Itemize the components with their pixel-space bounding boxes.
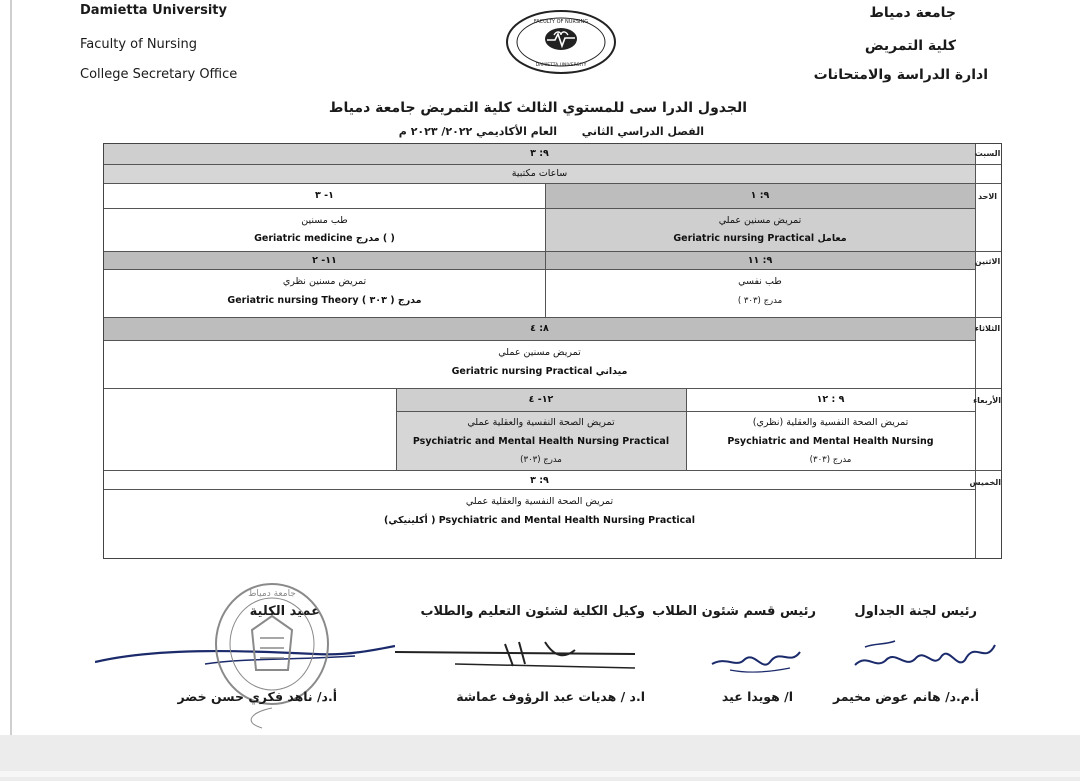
office-name-en: College Secretary Office — [80, 67, 238, 82]
scan-bottom-band — [0, 735, 1080, 781]
day-sunday: الاحد — [977, 192, 998, 201]
university-name-en: Damietta University — [80, 3, 227, 18]
day-tuesday: الثلاثاء — [974, 324, 1001, 333]
day-monday: الاثنين — [974, 257, 1001, 266]
sig4-name: أ.د/ ناهد فكري حسن خضر — [177, 689, 337, 704]
sunday-left-course-cell — [104, 209, 545, 251]
monday-right-course-cell — [545, 270, 975, 316]
monday-left-course-cell — [104, 270, 545, 316]
tuesday-course-cell — [104, 341, 975, 387]
sig2-name: ا/ هويدا عيد — [721, 689, 793, 704]
sunday-right-course-cell — [545, 209, 975, 251]
sunday-left-place: مدرج ( ) — [355, 233, 395, 244]
signature-1 — [845, 635, 1005, 675]
wednesday-right-place: مدرج (٣٠٣) — [809, 455, 852, 465]
sunday-left-course-en: Geriatric medicine — [254, 233, 353, 244]
sig3-name: ا.د / هديات عبد الرؤوف عماشة — [456, 689, 645, 704]
sig3-title: وكيل الكلية لشئون التعليم والطلاب — [420, 604, 645, 619]
tuesday-course-ar: تمريض مسنين عملي — [498, 347, 581, 358]
office-name-ar: ادارة الدراسة والامتحانات — [813, 67, 988, 83]
sunday-right-course-line — [545, 233, 975, 244]
tuesday-course-en: Geriatric nursing Practical — [451, 366, 593, 377]
sunday-right-course-ar: تمريض مسنين عملي — [718, 215, 802, 226]
monday-left-course-line — [104, 295, 545, 306]
faculty-name-en: Faculty of Nursing — [80, 37, 198, 52]
thursday-course-line — [104, 515, 975, 526]
thursday-course-cell — [104, 490, 975, 558]
official-stamp — [212, 580, 332, 732]
day-column — [969, 144, 1002, 558]
signature-3 — [395, 640, 645, 670]
wednesday-left-place: مدرج (٣٠٣) — [520, 455, 562, 465]
saturday-time-cell — [104, 144, 975, 164]
tuesday-time: ٨: ٤ — [530, 323, 549, 334]
day-thursday: الخميس — [969, 478, 1001, 487]
monday-left-course-en: Geriatric nursing Theory — [227, 295, 359, 306]
stamp-text: جامعة دمياط — [248, 589, 296, 599]
thursday-course-ar: تمريض الصحة النفسية والعقلية عملي — [465, 496, 614, 507]
monday-left-course-ar: تمريض مسنين نظري — [282, 276, 367, 287]
sunday-left-time: ١- ٣ — [315, 190, 334, 201]
monday-left-place: مدرج ( ٣٠٣ ) — [361, 295, 422, 306]
sunday-left-course-ar: طب مسنين — [301, 215, 348, 226]
sunday-right-time-cell — [545, 184, 975, 208]
thursday-place: (أكلينيكي ) — [384, 515, 436, 526]
signature-2 — [700, 638, 810, 678]
monday-right-course-ar: طب نفسي — [738, 276, 782, 287]
day-wednesday: الأربعاء — [973, 396, 1001, 405]
tuesday-course-line — [104, 366, 975, 377]
logo-text-bottom: DAMIETTA UNIVERSITY — [535, 63, 587, 68]
monday-right-time: ٩: ١١ — [747, 255, 773, 266]
thursday-time-cell — [104, 471, 975, 489]
tuesday-place: ميداني — [595, 366, 628, 377]
saturday-time: ٩: ٣ — [530, 148, 549, 159]
saturday-note: ساعات مكتبية — [511, 168, 568, 179]
sig4-title: عميد الكلية — [249, 604, 320, 619]
wednesday-left-time: ١٢- ٤ — [528, 394, 554, 405]
thursday-time: ٩: ٣ — [530, 475, 549, 486]
sunday-left-time-cell — [104, 184, 545, 208]
wednesday-right-time-cell — [686, 389, 975, 411]
sunday-right-place: معامل — [817, 233, 847, 244]
wednesday-left-time-cell — [396, 389, 686, 411]
schedule-title: الجدول الدرا سى للمستوي الثالث كلية التمريض جامعة دمياط — [328, 100, 747, 116]
scan-edge — [10, 0, 12, 735]
wednesday-right-course-en: Psychiatric and Mental Health Nursing — [727, 436, 934, 447]
faculty-name-ar: كلية التمريض — [864, 38, 956, 54]
thursday-course-en: Psychiatric and Mental Health Nursing Practical — [438, 515, 695, 526]
wednesday-left-course-cell — [396, 412, 686, 470]
tuesday-time-cell — [104, 318, 975, 340]
sunday-right-course-en: Geriatric nursing Practical — [673, 233, 815, 244]
monday-left-time: ١١- ٢ — [312, 255, 337, 266]
faculty-logo — [505, 10, 617, 74]
saturday-note-cell — [104, 165, 975, 183]
wednesday-left-course-ar: تمريض الصحة النفسية والعقلية عملي — [467, 417, 615, 428]
wednesday-right-course-cell — [686, 412, 975, 470]
sig1-title: رئيس لجنة الجداول — [854, 604, 977, 619]
day-saturday: السبت — [974, 149, 1001, 158]
semester-label: الفصل الدراسي الثاني — [581, 125, 704, 138]
sig2-title: رئيس قسم شئون الطلاب — [652, 604, 816, 619]
logo-text-top: FACULTY OF NURSING — [533, 19, 589, 25]
sunday-left-course-line — [104, 233, 545, 244]
monday-time-row — [104, 252, 975, 269]
wednesday-right-time: ٩ : ١٢ — [816, 394, 845, 405]
schedule-table — [103, 143, 1002, 559]
sig1-name: أ.م.د/ هانم عوض مخيمر — [832, 689, 979, 704]
academic-year-label: العام الأكاديمي ٢٠٢٢/ ٢٠٢٣ م — [398, 125, 557, 138]
university-name-ar: جامعة دمياط — [869, 5, 956, 21]
monday-right-place: مدرج (٣٠٣ ) — [737, 296, 783, 306]
sunday-right-time: ٩: ١ — [750, 190, 770, 201]
wednesday-right-course-ar: تمريض الصحة النفسية والعقلية (نظري) — [752, 417, 909, 428]
wednesday-left-course-en: Psychiatric and Mental Health Nursing Practical — [412, 436, 670, 447]
